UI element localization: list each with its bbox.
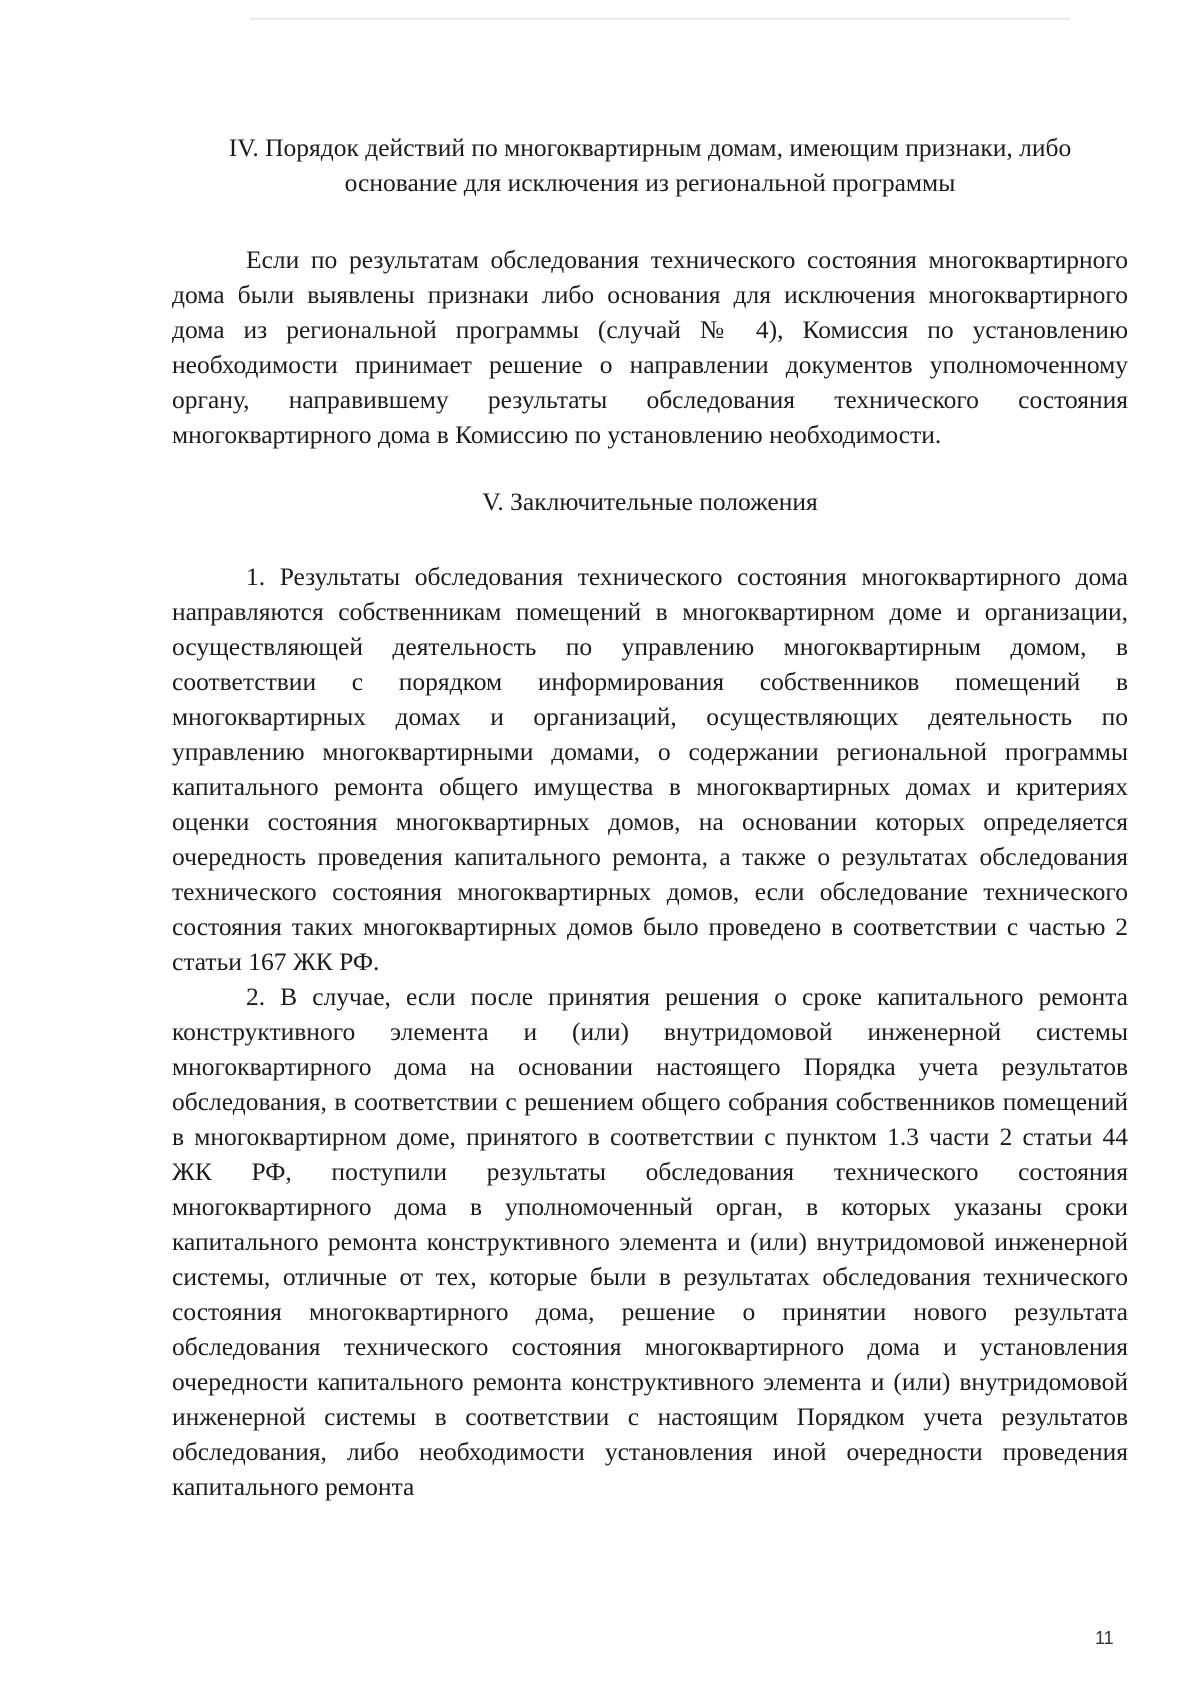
- page-number: 11: [1095, 1628, 1114, 1648]
- section-v-paragraph-1: 1. Результаты обследования технического состояния многоквартирного дома направляются собственникам помещений в многоквартирном доме и организации, осуществляющей деятельность по управлению многоквартирным домом, в соответствии с порядком информирования собственников помещений в многоквартирных домах и организаций, осуществляющих деятельность по управлению многоквартирными домами, о содержании региональной программы капитального ремонта общего имущества в многоквартирных домах и критериях оценки состояния многоквартирных домов, на основании которых определяется очередность проведения капитального ремонта, а также о результатах обследования технического состояния многоквартирных домов, если обследование технического состояния таких многоквартирных домов было проведено в соответствии с частью 2 статьи 167 ЖК РФ.: [172, 562, 1128, 976]
- scan-artifact-line: [250, 18, 1070, 20]
- section-iv-paragraph: Если по результатам обследования технического состояния многоквартирного дома были выявлены признаки либо основания для исключения многоквартирного дома из региональной программы (случай № 4), Комиссия по установлению необходимости принимает решение о направлении документов уполномоченному органу, направившему результаты обследования технического состояния многоквартирного дома в Комиссию по установлению необходимости.: [172, 245, 1128, 449]
- document-body: [172, 120, 1128, 1504]
- section-iv-heading: IV. Порядок действий по многоквартирным домам, имеющим признаки, либо основание для исключения из региональной программы: [228, 133, 1072, 197]
- section-v-paragraph-2: 2. В случае, если после принятия решения о сроке капитального ремонта конструктивного элемента и (или) внутридомовой инженерной системы многоквартирного дома на основании настоящего Порядка учета результатов обследования, в соответствии с решением общего собрания собственников помещений в многоквартирном доме, принятого в соответствии с пунктом 1.3 части 2 статьи 44 ЖК РФ, поступили результаты обследования технического состояния многоквартирного дома в уполномоченный орган, в которых указаны сроки капитального ремонта конструктивного элемента и (или) внутридомовой инженерной системы, отличные от тех, которые были в результатах обследования технического состояния многоквартирного дома, решение о принятии нового результата обследования технического состояния многоквартирного дома и установления очередности капитального ремонта конструктивного элемента и (или) внутридомовой инженерной системы в соответствии с настоящим Порядком учета результатов обследования, либо необходимости установления иной очередности проведения капитального ремонта: [172, 982, 1128, 1501]
- section-v-heading: V. Заключительные положения: [482, 487, 818, 516]
